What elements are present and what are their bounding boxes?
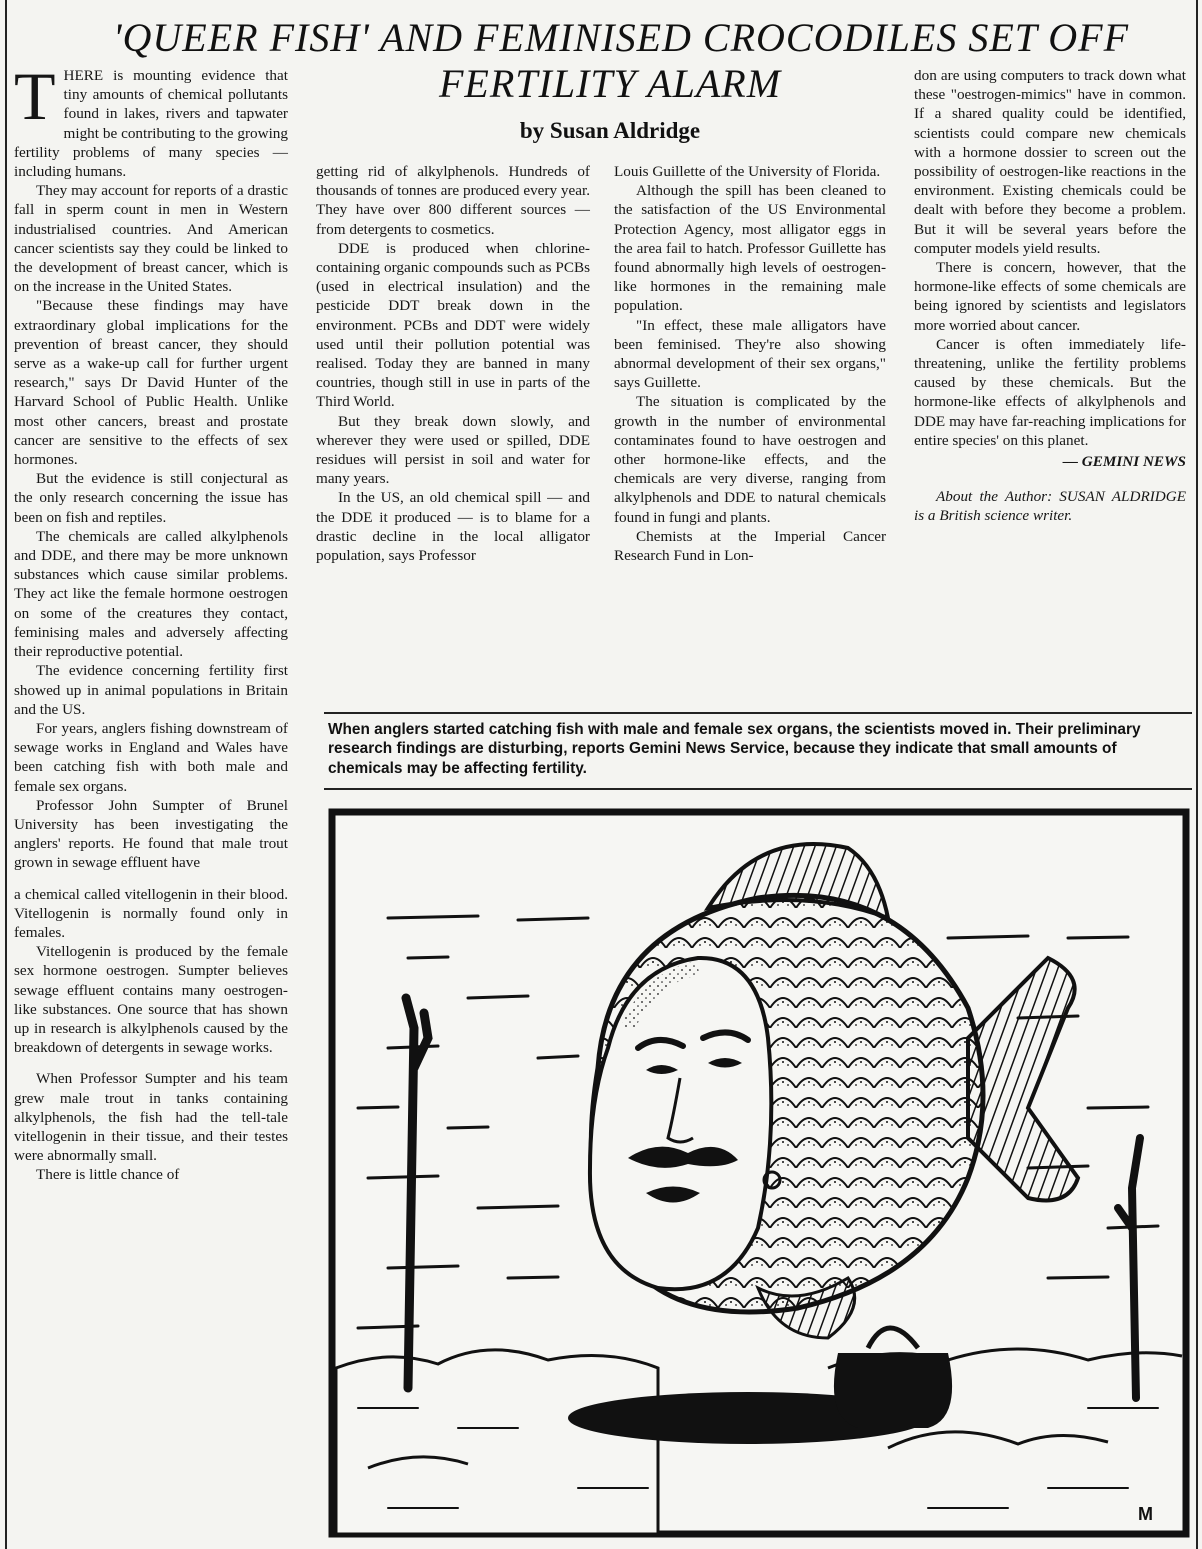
paragraph: "Because these findings may have extraordinary global implications for the prevention of breast cancer, they should serve as a wake-up call for further urgent research," says Dr David Hunter of the Harvard School of Public Health. Unlike most other cancers, breast and prostate cancer are sensitive to the effects of sex hormones. <box>14 297 288 469</box>
paragraph: Chemists at the Imperial Cancer Research Fund in Lon- <box>614 527 886 565</box>
paragraph: They may account for reports of a drastic fall in sperm count in men in Western industrialised countries. And American cancer scientists say they could be linked to the development of breast cancer, which is on the increase in the United States. <box>14 182 288 296</box>
left-border-rule <box>5 0 7 1549</box>
paragraph-continued: a chemical called vitellogenin in their blood. Vitellogenin is normally found only in females. <box>14 885 288 941</box>
byline: by Susan Aldridge <box>519 118 701 143</box>
standfirst-top-rule <box>324 712 1192 714</box>
paragraph: DDE is produced when chlorine-containing organic compounds such as PCBs (used in electrical insulation) and the pesticide DDT break down in the environment. PCBs and DDT were widely used until their pollution potential was realised. Today they are banned in many countries, though still in use in parts of the Third World. <box>316 239 590 411</box>
article-column-4 <box>914 66 1186 526</box>
article-column-3 <box>614 162 886 565</box>
paragraph: getting rid of alkylphenols. Hundreds of thousands of tonnes are produced every year. They have over 800 different sources — from detergents to cosmetics. <box>316 163 590 238</box>
illustration <box>328 808 1190 1538</box>
standfirst-bottom-rule <box>324 788 1192 790</box>
signoff: — GEMINI NEWS <box>1062 453 1186 471</box>
paragraph: don are using computers to track down what these "oestrogen-mimics" have in common. If a shared quality could be identified, scientists could compare new chemicals with a hormone dossier to screen out the possibility of oestrogen-like reactions in the environment. Existing chemicals could be dealt with before they become a problem. But it will be several years before the computer models yield results. <box>914 67 1186 257</box>
paragraph: When Professor Sumpter and his team grew male trout in tanks containing alkylphenols, the fish had the tell-tale vitellogenin in their tissue, and their testes were abnormally small. <box>14 1070 288 1165</box>
paragraph: But they break down slowly, and wherever they were used or spilled, DDE residues will persist in soil and water for many years. <box>316 412 590 488</box>
paragraph: For years, anglers fishing downstream of sewage works in England and Wales have been catching fish with both male and female sex organs. <box>14 719 288 795</box>
paragraph: Cancer is often immediately life-threatening, unlike the fertility problems caused by these chemicals. But the hormone-like effects of alkylphenols and DDE may have far-reaching implications for entire species' on this planet. <box>914 335 1186 449</box>
paragraph: Although the spill has been cleaned to the satisfaction of the US Environmental Protection Agency, most alligator eggs in the area fail to hatch. Professor Guillette has found abnormally high levels of oestrogen-like hormones in the remaining male population. <box>614 182 886 315</box>
headline-line-1: 'QUEER FISH' AND FEMINISED CROCODILES SET OFF <box>112 15 1130 60</box>
article-column-1 <box>14 58 288 1546</box>
paragraph: The situation is complicated by the growth in the number of environmental contaminates found to have oestrogen and other hormone-like effects, and the chemicals are very diverse, ranging from alkylphenols and DDE to natural chemicals found in fungi and plants. <box>614 393 886 526</box>
article-column-2 <box>316 162 590 565</box>
svg-text:M: M <box>1138 1504 1153 1524</box>
paragraph: The evidence concerning fertility first showed up in animal populations in Britain and the US. <box>14 662 288 718</box>
paragraph: Professor John Sumpter of Brunel University has been investigating the anglers' reports. He found that male trout grown in sewage effluent have <box>14 796 288 872</box>
lead-paragraph <box>14 58 288 181</box>
paragraph: The chemicals are called alkylphenols and DDE, and there may be more unknown substances which cause similar problems. They act like the female hormone oestrogen on some of the creatures they contact, feminising males and adversely affecting their reproductive potential. <box>14 527 288 661</box>
paragraph: Vitellogenin is produced by the female sex hormone oestrogen. Sumpter believes sewage effluent contains many oestrogen-like substances. One source that has shown up in research is alkylphenols caused by the breakdown of detergents in sewage works. <box>14 943 288 1057</box>
headline-line-2: FERTILITY ALARM <box>438 61 782 106</box>
paragraph: But the evidence is still conjectural as the only research concerning the issue has been on fish and reptiles. <box>14 470 288 526</box>
paragraph: Louis Guillette of the University of Florida. <box>614 163 881 180</box>
paragraph: In the US, an old chemical spill — and the DDE it produced — is to blame for a drastic decline in the local alligator population, says Professor <box>316 489 590 565</box>
standfirst: When anglers started catching fish with male and female sex organs, the scientists moved in. Their preliminary research findings are disturbing, reports Gemini News Service, because they indicate that small amounts of chemicals may be affecting fertility. <box>328 721 1141 777</box>
paragraph: "In effect, these male alligators have been feminised. They're also showing abnormal development of their sex organs," says Guillette. <box>614 316 886 392</box>
author-note: About the Author: SUSAN ALDRIDGE is a British science writer. <box>914 488 1186 525</box>
lead-text: HERE is mounting evidence that tiny amounts of chemical pollutants found in lakes, rivers and tapwater might be contributing to the growing fertility problems of many species — including humans. <box>14 67 288 181</box>
drop-cap: T <box>14 58 56 134</box>
right-border-rule <box>1196 0 1198 1549</box>
fish-with-human-face-carrying-handbag-icon <box>328 808 1190 1538</box>
paragraph: There is concern, however, that the hormone-like effects of some chemicals are being ignored by scientists and legislators more worried about cancer. <box>914 259 1186 334</box>
paragraph: There is little chance of <box>36 1166 180 1184</box>
